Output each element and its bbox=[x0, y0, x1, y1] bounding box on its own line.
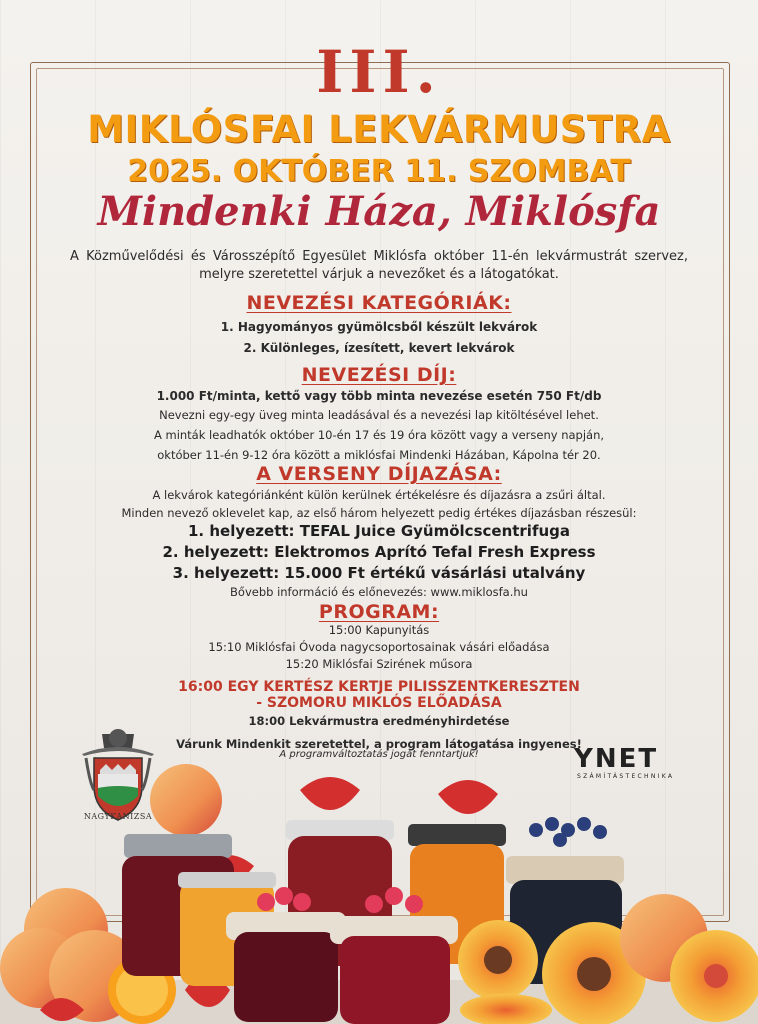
sponsor-logo: YNET bbox=[574, 744, 659, 774]
prize-first: 1. helyezett: TEFAL Juice Gyümölcscentrifuga bbox=[187, 522, 571, 540]
fee-heading: NEVEZÉSI DÍJ: bbox=[301, 364, 457, 386]
event-date: 2025. OKTÓBER 11. SZOMBAT bbox=[127, 154, 631, 189]
fee-line-3: október 11-én 9-12 óra között a miklósfai Mindenki Házában, Kápolna tér 20. bbox=[157, 448, 601, 462]
prize-second: 2. helyezett: Elektromos Aprító Tefal Fresh Express bbox=[162, 543, 596, 561]
program-highlight-1: 16:00 EGY KERTÉSZ KERTJE PILISSZENTKERESZTEN bbox=[178, 679, 580, 695]
edition-number: III. bbox=[316, 38, 442, 106]
fee-line-2: A minták leadhatók október 10-én 17 és 19 óra között vagy a verseny napján, bbox=[153, 428, 605, 442]
program-item-1: 15:00 Kapunyitás bbox=[328, 623, 430, 637]
program-item-2: 15:10 Miklósfai Óvoda nagycsoportosainak vásári előadása bbox=[208, 640, 550, 654]
program-results: 18:00 Lekvármustra eredményhirdetése bbox=[248, 714, 510, 728]
fee-line-1: Nevezni egy-egy üveg minta leadásával és a nevezési lap kitöltésével lehet. bbox=[159, 408, 599, 422]
intro-text: A Közművelődési és Városszépítő Egyesület Miklósfa október 11-én lekvármustrát szervez, melyre szeretettel várjuk a nevezőket és a látogatókat. bbox=[70, 249, 688, 282]
footer-disclaimer: A programváltoztatás jogát fenntartjuk! bbox=[279, 749, 479, 760]
category-item-1: 1. Hagyományos gyümölcsből készült lekvárok bbox=[220, 320, 538, 334]
more-info: Bővebb információ és előnevezés: www.miklosfa.hu bbox=[230, 585, 528, 599]
event-venue: Mindenki Háza, Miklósfa bbox=[97, 188, 661, 235]
program-heading: PROGRAM: bbox=[318, 601, 440, 623]
program-item-3: 15:20 Miklósfai Szirének műsora bbox=[285, 657, 473, 671]
city-name: NAGYKANIZSA bbox=[83, 812, 153, 821]
event-title: MIKLÓSFAI LEKVÁRMUSTRA bbox=[87, 108, 671, 151]
footer-welcome: Várunk Mindenkit szeretettel, a program látogatása ingyenes! bbox=[176, 737, 582, 751]
prizes-heading: A VERSENY DÍJAZÁSA: bbox=[256, 463, 502, 485]
prize-third: 3. helyezett: 15.000 Ft értékű vásárlási utalvány bbox=[172, 564, 586, 582]
program-highlight-2: - SZOMORU MIKLÓS ELŐADÁSA bbox=[256, 695, 502, 711]
category-item-2: 2. Különleges, ízesített, kevert lekvárok bbox=[243, 341, 515, 355]
sponsor-subtitle: SZÁMÍTÁSTECHNIKA bbox=[577, 773, 675, 780]
categories-heading: NEVEZÉSI KATEGÓRIÁK: bbox=[246, 292, 512, 314]
prizes-line-2: Minden nevező oklevelet kap, az első három helyezett pedig értékes díjazásban részesül: bbox=[121, 506, 637, 520]
prizes-line-1: A lekvárok kategóriánként külön kerülnek értékelésre és díjazásra a zsűri által. bbox=[152, 488, 606, 502]
fee-main: 1.000 Ft/minta, kettő vagy több minta nevezése esetén 750 Ft/db bbox=[156, 389, 602, 403]
jam-jars-illustration bbox=[0, 760, 758, 1024]
